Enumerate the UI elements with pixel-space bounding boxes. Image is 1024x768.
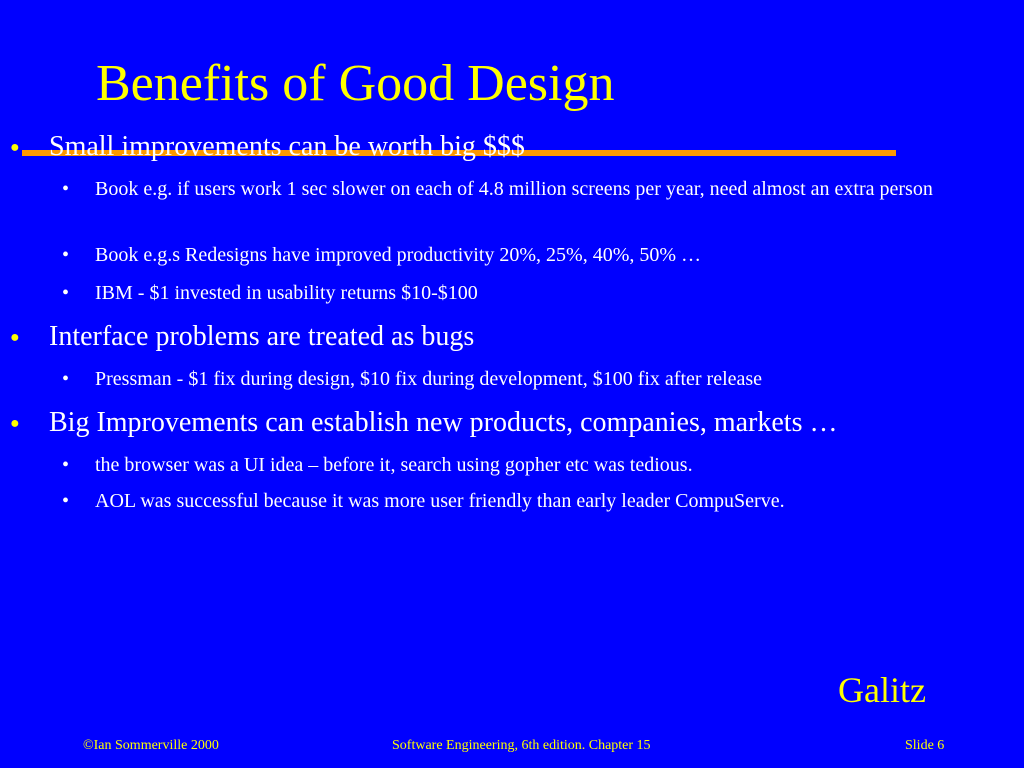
sub-bullet-icon: • bbox=[62, 368, 70, 390]
slide-title: Benefits of Good Design bbox=[96, 55, 615, 112]
sub-bullet-icon: • bbox=[62, 454, 70, 476]
sub-bullet-text: Pressman - $1 fix during design, $10 fix during development, $100 fix after release bbox=[95, 368, 763, 390]
attribution: Galitz bbox=[838, 670, 926, 710]
bullet-text: Interface problems are treated as bugs bbox=[49, 321, 475, 352]
bullet-icon: ● bbox=[10, 415, 20, 432]
bullet-text: Small improvements can be worth big $$$ bbox=[49, 131, 525, 162]
sub-bullet-text: IBM - $1 invested in usability returns $10-$100 bbox=[95, 282, 478, 304]
bullet-text: Big Improvements can establish new products, companies, markets … bbox=[49, 407, 838, 438]
footer-copyright: ©Ian Sommerville 2000 bbox=[83, 738, 219, 753]
bullet-icon: ● bbox=[10, 139, 20, 156]
footer-slide-number: Slide 6 bbox=[905, 738, 945, 753]
sub-bullet-text: Book e.g. if users work 1 sec slower on each of 4.8 million screens per year, need almost an extra person bbox=[95, 178, 933, 200]
footer-course: Software Engineering, 6th edition. Chapter 15 bbox=[392, 738, 651, 753]
sub-bullet-text: the browser was a UI idea – before it, search using gopher etc was tedious. bbox=[95, 454, 693, 476]
sub-bullet-icon: • bbox=[62, 178, 70, 200]
sub-bullet-icon: • bbox=[62, 490, 70, 512]
sub-bullet-text: AOL was successful because it was more user friendly than early leader CompuServe. bbox=[95, 490, 785, 512]
sub-bullet-icon: • bbox=[62, 282, 70, 304]
sub-bullet-icon: • bbox=[62, 244, 70, 266]
bullet-icon: ● bbox=[10, 329, 20, 346]
sub-bullet-text: Book e.g.s Redesigns have improved productivity 20%, 25%, 40%, 50% … bbox=[95, 244, 702, 266]
